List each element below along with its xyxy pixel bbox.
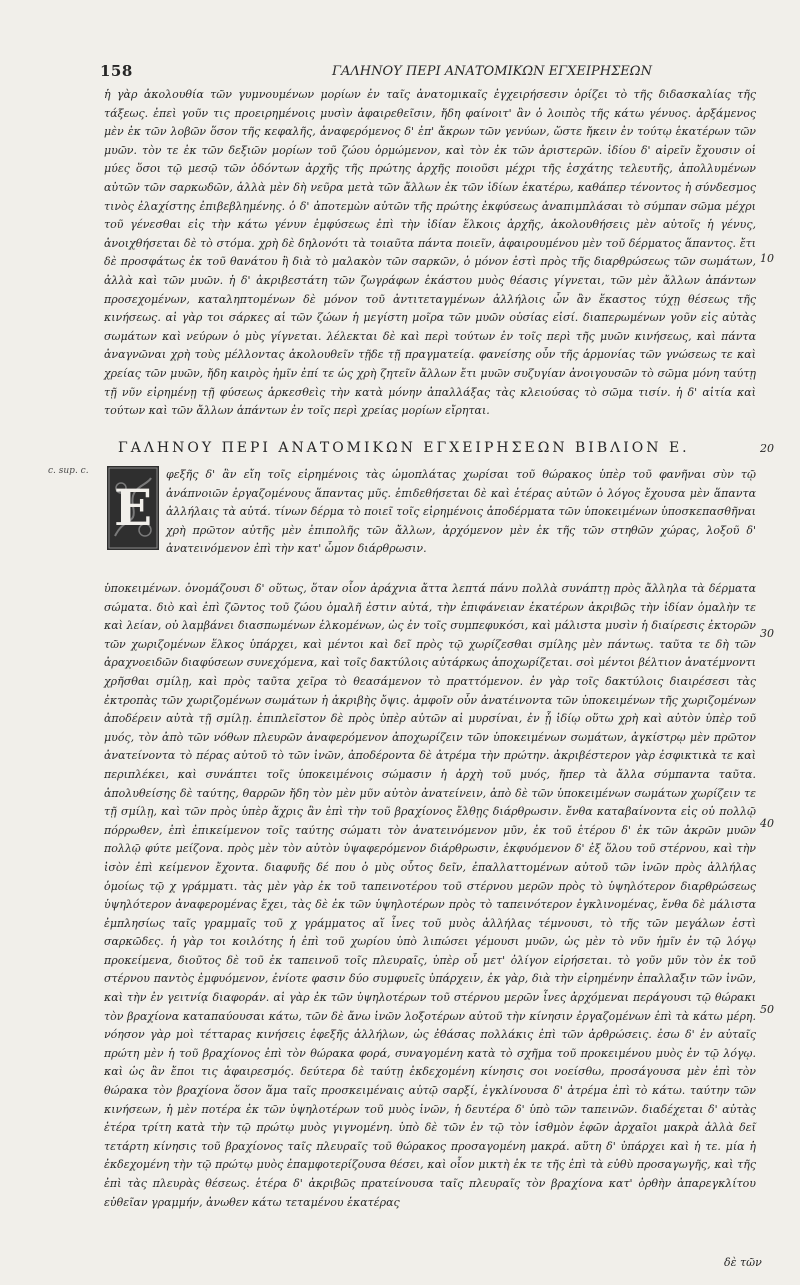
- book-heading: ΓΑΛΗΝΟΥ ΠΕΡΙ ΑΝΑΤΟΜΙΚΩΝ ΕΓΧΕΙΡΗΣΕΩΝ ΒΙΒΛΙΟΝ Ε.: [118, 440, 690, 456]
- line-number: 10: [760, 252, 774, 265]
- running-title: ΓΑΛΗΝΟΥ ΠΕΡΙ ΑΝΑΤΟΜΙΚΩΝ ΕΓΧΕΙΡΗΣΕΩΝ: [332, 64, 652, 79]
- running-head: [100, 62, 760, 82]
- paragraph: ἡ γὰρ ἀκολουθία τῶν γυμνουμένων μορίων ἐν ταῖς ἀνατομικαῖς ἐγχειρήσεσιν ὁρίζει τὸ τῆς διδασκαλίας τῆς τάξεως. ἐπεὶ γοῦν τις προειρημένοις μυσὶν ἀφαιρεθεῖσιν, ἤδη φαίνοιτ' ἂν ὁ λοιπὸς τῆς κάτω γένυος. ἀρξάμενος μὲν ἐκ τῶν λοβῶν ὅσον τῆς κεφαλῆς, ἀναφερόμενος δ' ἐπ' ἄκρων τῶν γενύων, ὥστε ἤκειν ἐν τούτῳ ἑκατέρων τῶν μυῶν. τὸν τε ἐκ τῶν δεξιῶν μορίων τοῦ ζώου ὁρμώμενον, καὶ τὸν ἐκ τῶν ἀριστερῶν. ἰδίου δ' αἱρεῖν ἔχουσιν οἱ μύες ὅσοι τῷ μεσῷ τῶν ὀδόντων ἀρχῆς τῆς πρώτης ἀρχῆς ποιοῦσι μέχρι τῆς ἐσχάτης τελευτῆς, ἀπολλυμένων αὐτῶν τῶν σαρκωδῶν, ἀλλὰ μὲν δὴ νεῦρα μετὰ τῶν ἄλλων ἐκ τῶν ἰδίων ἑκατέρω, καθάπερ τένοντος ἡ σύνδεσμος τινὸς ἐλαχίστης ἐπιβεβλημένης. ὁ δ' ἀποτεμὼν αὐτῶν τῆς πρώτης ἐκφύσεως ἀναπιμπλάσαι τὸ σύμπαν σῶμα μέχρι τοῦ γένεσθαι εἰς τὴν κάτω γένυν ἐμφύσεως ἐπὶ τὴν ἰδίαν ἕλκοις ἀρχῆς, ἀκολουθήσεις μὲν αὐτοῖς ἡ γένυς, ἀνοιχθήσεται δὲ τὸ στόμα. χρὴ δὲ δηλονότι τὰ τοιαῦτα πάντα ποιεῖν, ἀφαιρουμένου μὲν τοῦ δέρματος ἅπαντος. ἔτι δὲ προσφάτως ἐκ τοῦ θανάτου ἢ διὰ τὸ μαλακὸν τῶν σαρκῶν, ὁ μόνον ἐστὶ πρὸς τῆς διαρθρώσεως τῶν σωμάτων, ἀλλὰ καὶ τῶν μυῶν. ἡ δ' ἀκριβεστάτη τῶν ζωγράφων ἑκάστου μυὸς θέασις γίγνεται, τῶν μὲν ἄλλων ἀπάντων προσεχομένων, καταληπτομένων δὲ μόνον τοῦ ἀντιτεταγμένων ἀλλήλοις ὧν ἂν ἕκαστος τύχῃ θέσεως τῆς κινήσεως. αἱ γὰρ τοι σάρκες αἱ τῶν ζώων ἡ μεγίστη μοῖρα τῶν μυῶν οὐσίας εἰσί. διαπερωμένων γοῦν εἰς αὐτὰς σωμάτων καὶ νεύρων ὁ μὺς γίγνεται. λέλεκται δὲ καὶ περὶ τούτων ἐν τοῖς περὶ τῆς μυῶν κινήσεως, καὶ πάντα ἀναγνῶναι χρὴ τοὺς μέλλοντας ἀκολουθεῖν τῇδε τῇ πραγματείᾳ. φανείσης οὖν τῆς ἁρμονίας τῶν γνώσεως τε καὶ χρείας τῶν μυῶν, ἤδη καιρὸς ἡμῖν ἐπί τε ὡς χρὴ ζητεῖν ἄλλων ἔτι μυῶν συζυγίαν ἀνοιγουσῶν τὸ σῶμα μόνη ταύτῃ τῇ νῦν εἰρημένῃ τῇ φύσεως ἀρκεσθεὶς τὴν κατὰ μόνην ἀπαλλάξας τὰς κλειούσας τὸ σῶμα τισίν. ἡ δ' αἰτία καὶ τούτων καὶ τῶν ἄλλων ἁπάντων ἐν τοῖς περὶ χρείας μορίων εἴρηται.: [104, 88, 756, 418]
- marginal-note: c. sup. c.: [48, 466, 89, 476]
- decorated-initial: [107, 466, 159, 550]
- paragraph: ὑποκειμένων. ὀνομάζουσι δ' οὕτως, ὅταν οἷον ἀράχνια ἄττα λεπτά πάνυ πολλὰ συνάπτῃ πρὸς ἄλληλα τὰ δέρματα σώματα. διὸ καὶ ἐπὶ ζῶντος τοῦ ζώου ὁμαλῆ ἐστιν αὐτά, τὴν ἐπιφάνειαν ἑκατέρων ἀκριβῶς τὴν ἰδίαν ὁμαλὴν τε καὶ λείαν, οὐ λαμβάνει διασπωμένων ἑλκομένων, ὡς ἐν τοῖς συμπεφυκόσι, καὶ μάλιστα μυσὶν ἡ διαίρεσις ἐκτορῶν τῶν χωριζομένων ἕλκος ὑπάρχει, καὶ μέντοι καὶ δεῖ πρὸς τῷ χωρίζεσθαι σμίλης μὲν πάντως. ταῦτα τε δὴ τῶν ἀραχνοειδῶν διαφύσεων συνεχόμενα, καὶ τοῖς δακτύλοις αὐτάρκως ἀποχωρίζεται. σοὶ μέντοι βέλτιον ἀνατέμνοντι χρῆσθαι σμίλῃ, καὶ πρὸς ταῦτα χεῖρα τὸ θεασάμενον τὸ πραττόμενον. ἐν γὰρ τοῖς δακτύλοις διαιρέσεσι τὰς ἐκτροπὰς τῶν χωριζομένων σωμάτων ἡ ἀκριβὴς ὄψις. ἀμφοῖν οὖν ἀνατέινοντα τῶν ὑποκειμένων τῆς χωριζομένων ἀποδέρειν αὐτὰ τῇ σμίλῃ. ἐπιπλεῖστον δὲ πρὸς ὑπὲρ αὐτῶν αἱ μυρσίναι, ἐν ᾗ ἰδίῳ οὕτω χρὴ καὶ αὐτὸν ὑπὲρ τοῦ μυός, τὸν ἀπὸ τῶν νόθων πλευρῶν ἀναφερόμενον ἀποχωρίζειν τῶν ὑποκειμένων σωμάτων, ἀγκίστρῳ μὲν πρῶτον ἀνατείνοντα τὸ πέρας αὐτοῦ τὸ τῶν ἰνῶν, ἀποδέροντα δὲ ἀτρέμα τὴν πρώτην. ἀκριβέστερον γὰρ ἐσφικτικὰ τε καὶ περιπλέκει, καὶ συνάπτει τοῖς ὑποκειμένοις σώμασιν ἡ ἀρχὴ τοῦ μυός, ἤπερ τὰ ἄλλα σύμπαντα ταῦτα. ἀπολυθείσης δὲ ταύτης, θαρρῶν ἤδη τὸν μὲν μῦν αὐτὸν ἀνατείνειν, ἀπὸ δὲ τῶν ὑποκειμένων σωμάτων χωρίζειν τε τῇ σμίλῃ, καὶ τῶν πρὸς ὑπὲρ ἄχρις ἂν ἐπὶ τὴν τοῦ βραχίονος ἔλθῃς διάρθρωσιν. ἔνθα καταβαίνοντα εἰς οὐ πολλῷ πόρρωθεν, ἐπὶ ἐπικείμενον τοῖς ταύτης σώματι τὸν ἀνατεινόμενον μῦν, ἐκ τοῦ ἑτέρου δ' ἐκ τῶν ἀκρῶν μυῶν πολλῷ φύτε μείζονα. πρὸς μὲν τὸν αὐτὸν ὑψαφερόμενον διάρθρωσιν, ἐκφυόμενον δ' ἐξ ὅλου τοῦ στέρνου, καὶ τὴν ἰσὸν ἐπὶ κείμενον ἔχοντα. διαφυῆς δέ που ὁ μὺς οὗτος δεῖν, ἐπαλλαττομένων αὐτοῦ τῶν ἰνῶν πρὸς ἀλλήλας ὁμοίως τῷ χ γράμματι. τὰς μὲν γὰρ ἐκ τοῦ ταπεινοτέρου τοῦ στέρνου μερῶν πρὸς τὸ ὑψηλότερον διαρθρώσεως ὑψηλότερον ἀναφερομένας ἔχει, τὰς δὲ ἐκ τῶν ὑψηλοτέρων πρὸς τὸ ταπεινότερον ἐγκλινομένας, ἔνθα δὲ μάλιστα ἐμπλησίως ταῖς γραμμαῖς τοῦ χ γράμματος αἵ ἶνες τοῦ μυὸς ἀλλήλας τέμνουσι, τὸ τῆς τῶν μεγάλων ἐστὶ σαρκῶδες. ἡ γὰρ τοι κοιλότης ἡ ἐπὶ τοῦ χωρίου ὑπὸ λιπώσει γέμουσι μυῶν, ὡς μὲν τὸ νῦν ἡμῖν ἐν τῷ λόγῳ προκείμενα, διοῦτος δὲ τοῦ ἐκ ταπεινοῦ τοῖς πλευραῖς, ὑπὲρ οὗ μετ' ὀλίγον εἰρήσεται. τὸ γοῦν μῦν τὸν ἐκ τοῦ στέρνου παντὸς ἐμφυόμενον, ἐνίοτε φασιν δύο συμφυεῖς ὑπάρχειν, ἐκ γὰρ, διὰ τὴν εἰρημένην ἐπαλλαξιν τῶν ἰνῶν, καὶ τὴν ἐν γειτνίᾳ διαφοράν. αἱ γὰρ ἐκ τῶν ὑψηλοτέρων τοῦ στέρνου μερῶν ἶνες ἀρχόμεναι περάγουσι τῷ θώρακι τὸν βραχίονα καταπαύουσαι κάτω, τῶν δὲ ἄνω ἰνῶν λοξοτέρων αὐτοῦ τὴν κίνησιν ἐργαζομένων ἐπὶ τὰ κάτω μέρη. νόησον γὰρ μοὶ τέτταρας κινήσεις ἐφεξῆς ἀλλήλων, ὡς ἐθάσας πολλάκις ἐπὶ τῶν ἀρθρώσεις. ἐσω δ' ἐν αὐταῖς πρώτη μὲν ἡ τοῦ βραχίονος ἐπὶ τὸν θώρακα φορά, συναγομένη κατὰ τὸ σχῆμα τοῦ προκειμένου μυὸς ἐν τῷ λόγῳ. καὶ ὡς ἂν ἔποι τις ἀφαιρεσμός. δεύτερα δὲ ταύτῃ ἐκδεχομένη κίνησις σοι νοείσθω, προσάγουσα μὲν ἐπὶ τὸν θώρακα τὸν βραχίονα ὅσον ἅμα ταῖς προσκειμέναις αὐτῷ σαρξί, ἐγκλίνουσα δ' ἀτρέμα ἐπὶ τὸ κάτω. ταύτην τῶν κινήσεων, ἡ μὲν ποτέρα ἐκ τῶν ὑψηλοτέρων τοῦ μυὸς ἰνῶν, ἡ δευτέρα δ' ὑπὸ τῶν ταπεινῶν. διαδέχεται δ' αὐτὰς ἑτέρα τρίτη κατὰ τὴν τῷ πρώτῳ μυὸς γιγνομένη. ὑπὸ δὲ τῶν ἐν τῷ τὸν ἰσθμὸν ἐφῶν ἀρχαῖοι μακρὰ ἀλλὰ δεῖ τετάρτη κίνησις τοῦ βραχίονος ταῖς πλευραῖς τοῦ θώρακος προσαγομένη μακρά. αὕτη δ' ὑπάρχει καὶ ἡ τε. μία ἡ ἐκδεχομένη τὴν τῷ πρώτῳ μυὸς ἐπαμφοτερίζουσα θέσει, καὶ οἷον μικτὴ ἐκ τε τῆς ἐπὶ τὰ εὐθὺ προσαγωγῆς, καὶ τῆς ἐπὶ τὰς πλευρὰς θέσεως. ἑτέρα δ' ἀκριβῶς πρατείνουσα ταῖς πλευραῖς τὸν βραχίονα κατ' ὀρθὴν ἀπαρεγκλίτου εὐθεῖαν γραμμήν, ἀνωθεν κάτω τεταμένου ἑκατέρας: [104, 582, 756, 1209]
- line-number: 40: [760, 817, 774, 830]
- line-number: 20: [760, 442, 774, 455]
- catchword: δὲ τῶν: [724, 1256, 762, 1269]
- initial-letter: Ε: [113, 478, 153, 537]
- line-number: 30: [760, 627, 774, 640]
- text-block-previous-book: [104, 86, 756, 418]
- line-number: 50: [760, 1003, 774, 1016]
- text-block-opening: [166, 466, 756, 578]
- text-block-main: [104, 580, 756, 1209]
- page-number: 158: [100, 62, 133, 80]
- paragraph: φεξῆς δ' ἂν εἴη τοῖς εἰρημένοις τὰς ὠμοπλάτας χωρίσαι τοῦ θώρακος ὑπὲρ τοῦ φανῆναι σὺν τῷ ἀνάπνοιῶν ἐργαζομένους ἅπαντας μῦς. ἐπιδεθήσεται δὲ καὶ ἑτέρας αὐτῶν ὁ λόγος ἔχουσα μὲν ἅπαντα ἀλλήλαις τὰ αὐτά. τίνων δέρμα τὸ ποιεῖ τοῖς εἰρημένοις ἀποδέρματα τῶν ὑποκειμένων ὑποσκεπασθῆναι χρὴ πρῶτον αὐτῆς μὲν ἐπιπολῆς τῶν ἄλλων, ἀρχόμενον μὲν ἐκ τῆς τῶν στηθῶν χώρας, λοξοῦ δ' ἀνατεινόμενον ἐπὶ τὴν κατ' ὦμον διάρθρωσιν.: [166, 468, 756, 556]
- line-numbers: [760, 0, 800, 1285]
